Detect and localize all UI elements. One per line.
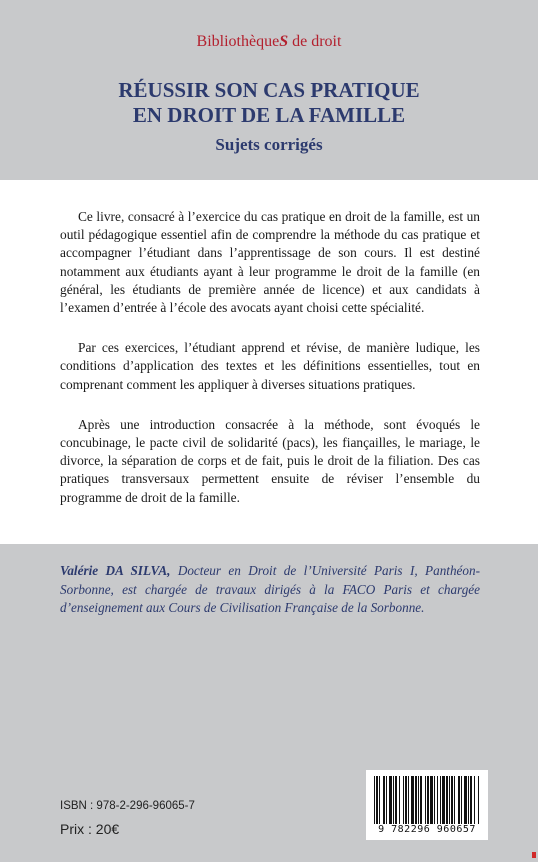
barcode-bar [374, 776, 375, 824]
barcode-bar [434, 776, 435, 824]
series-prefix: Bibliothèque [196, 33, 280, 50]
barcode-bar [395, 776, 397, 824]
book-title [0, 78, 538, 128]
barcode-bar [405, 776, 407, 824]
author-name: Valérie DA SILVA, [60, 563, 171, 578]
summary-paragraph-2: Par ces exercices, l’étudiant apprend et révise, de manière ludique, les conditions d’application des textes et les définitions essentielles, tout en comprenant comment les appliquer à diverses situations pratiques. [60, 340, 480, 392]
book-subtitle: Sujets corrigés [215, 135, 323, 154]
barcode-bar [449, 776, 450, 824]
barcode-bar [430, 776, 433, 824]
barcode-bar [403, 776, 404, 824]
series-name [0, 33, 538, 51]
barcode-bar [464, 776, 467, 824]
barcode-bar [411, 776, 414, 824]
barcode-bar [440, 776, 441, 824]
barcode-bar [379, 776, 380, 824]
barcode-bar [386, 776, 387, 824]
title-line-2: EN DROIT DE LA FAMILLE [132, 103, 406, 127]
barcode-bar [470, 776, 472, 824]
summary-paragraph-1: Ce livre, consacré à l’exercice du cas pratique en droit de la famille, est un outil pédagogique essentiel afin de comprendre la méthode du cas pratique et accompagner l’étudiant dans l’apprentissage de son cours. Il est destiné notamment aux étudiants ayant à leur programme le droit de la famille (en général, les étudiants de première année de licence) et aux candidats à l’examen d’entrée à l’école des avocats ayant choisi cette spécialité. [60, 209, 480, 316]
barcode-bar [399, 776, 400, 824]
author-bio [60, 562, 480, 618]
barcode-bars [374, 776, 480, 824]
barcode-bar [415, 776, 417, 824]
price-label: Prix : 20€ [60, 821, 120, 837]
barcode-bar [442, 776, 445, 824]
summary-paragraph-3: Après une introduction consacrée à la méthode, sont évoqués le concubinage, le pacte civil de solidarité (pacs), les fiançailles, le mariage, le divorce, la séparation de corps et de fait, puis le droit de la filiation. Des cas pratiques transversaux permettent ensuite de réviser l’ensemble du programme de droit de la famille. [60, 416, 480, 505]
barcode-bar [468, 776, 469, 824]
barcode-bar [458, 776, 460, 824]
barcode-bar [454, 776, 455, 824]
top-band [0, 0, 538, 180]
barcode-bar [376, 776, 378, 824]
barcode-bar [420, 776, 422, 824]
barcode-bar [425, 776, 426, 824]
barcode-bar [383, 776, 385, 824]
isbn-label: ISBN : 978-2-296-96065-7 [60, 800, 195, 812]
barcode-bar [437, 776, 438, 824]
title-line-1: RÉUSSIR SON CAS PRATIQUE [118, 78, 420, 102]
barcode-bar [451, 776, 453, 824]
barcode [366, 770, 488, 840]
barcode-bar [446, 776, 448, 824]
series-rest: de droit [288, 33, 342, 50]
author-description: Docteur en Droit de l’Université Paris I, Panthéon-Sorbonne, est chargée de travaux dirigés à la FACO Paris et chargée d’enseignement aux Cours de Civilisation Française de la Sorbonne. [60, 563, 480, 615]
barcode-bar [408, 776, 409, 824]
barcode-bar [474, 776, 475, 824]
barcode-bar [478, 776, 479, 824]
summary-text [60, 208, 480, 529]
corner-mark [532, 852, 536, 858]
barcode-bar [393, 776, 394, 824]
barcode-bar [418, 776, 419, 824]
barcode-bar [461, 776, 462, 824]
series-suffix: S [279, 33, 289, 50]
barcode-bar [427, 776, 429, 824]
barcode-digits: 9 782296 960657 [378, 824, 476, 835]
barcode-bar [389, 776, 392, 824]
